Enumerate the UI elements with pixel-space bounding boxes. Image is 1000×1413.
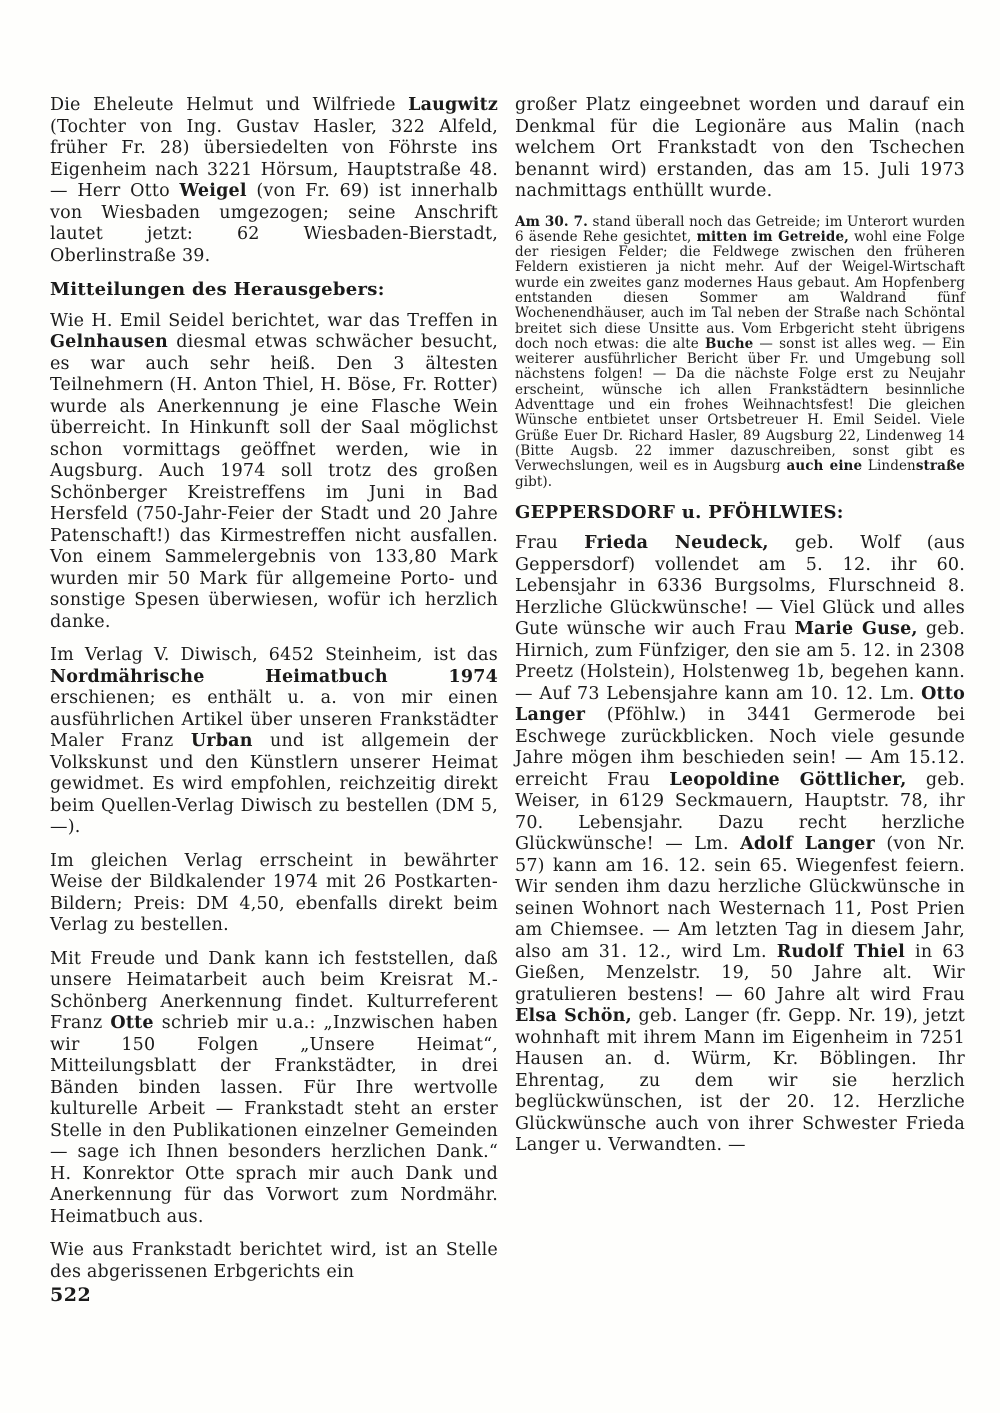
body-text: großer Platz eingeebnet worden und darauf ein Denkmal für die Legionäre aus Malin (nach welchem Ort Frankstadt von den Tschechen benannt wird) erstanden, das am 15. Juli 1973 nachmittags enthüllt wurde. — [515, 95, 965, 201]
bold-text: Nordmährische Heimatbuch 1974 — [50, 666, 498, 687]
bold-text: Otto Langer — [515, 683, 965, 726]
bold-text: straße — [915, 458, 965, 475]
bold-text: Laugwitz — [408, 95, 498, 115]
bold-text: Mitteilungen des Herausgebers — [50, 279, 378, 300]
body-text: geb. Wolf (aus Geppersdorf) vollendet am 5. 12. ihr 60. Lebensjahr in 6336 Burgsolms, Flurschneid 8. Herzliche Glückwünsche! — Viel Glück und alles Gute wünsche wir auch Frau — [515, 533, 966, 640]
body-text: diesmal etwas schwächer besucht, es war auch sehr heiß. Den 3 ältesten Teilnehmern (H. Anton Thiel, H. Böse, Fr. Rotter) wurde als Anerkennung je eine Flasche Wein überreicht. In Hinkunft soll der Saal möglichst schon vormittags geöffnet werden, wie in Augsburg. Auch 1974 soll trotz des großen Schönberger Kreistreffens im Juni in Bad Hersfeld (750-Jahr-Feier der Stadt und 20 Jahre Patenschaft!) das Kirmestreffen nicht ausfallen. Von einem Sammelergebnis von 133,80 Mark wurden mir 50 Mark für allgemeine Porto- und sonstige Spesen überwiesen, wofür ich herzlich danke. — [50, 332, 498, 632]
body-text: Wie aus Frankstadt berichtet wird, ist an Stelle des abgerissenen Erbgerichts ein — [50, 1240, 498, 1282]
section-heading — [515, 502, 965, 524]
body-text: (von Fr. 69) ist innerhalb von Wiesbaden umgezogen; seine Anschrift lautet jetzt: 62 Wiesbaden-Bierstadt, Oberlinstraße 39. — [50, 181, 498, 266]
body-text: : — [377, 279, 385, 300]
body-text: geb. Langer (fr. Gepp. Nr. 19), jetzt wohnhaft mit ihrem Mann im Eigenheim in 7251 Hausen an. d. Würm, Kr. Böblingen. Ihr Ehrentag, zu dem wir sie herzlich beglückwünschen, ist der 20. 12. Herzliche Glückwünsche auch von ihrer Schwester Frieda Langer u. Verwandten. — — [515, 1006, 965, 1156]
body-text: Frau — [515, 533, 585, 554]
body-text: stand überall noch das Getreide; im Unterort wurden 6 äsende Rehe gesichtet, — [515, 213, 965, 245]
body-text: in 63 Gießen, Menzelstr. 19, 50 Jahre alt. Wir gratulieren bestens! — 60 Jahre alt wird Frau — [515, 941, 965, 1005]
bold-text: mitten im Getreide, — [696, 228, 849, 245]
paragraph — [50, 851, 498, 937]
section-heading — [50, 279, 498, 301]
text-columns — [50, 95, 965, 1295]
body-text: Im Verlag V. Diwisch, 6452 Steinheim, ist das — [50, 645, 498, 665]
paragraph — [515, 215, 965, 490]
body-text: Linden — [862, 458, 916, 475]
bold-text: Adolf Langer — [740, 834, 875, 855]
body-text: erschienen; es enthält u. a. von mir einen ausführlichen Artikel über unseren Frankstädter Maler Franz — [50, 688, 498, 751]
left-column — [50, 95, 498, 1295]
body-text: Die Eheleute Helmut und Wilfriede — [50, 95, 409, 115]
page-number: 522 — [50, 1284, 92, 1306]
body-text: Im gleichen Verlag errscheint in bewährter Weise der Bildkalender 1974 mit 26 Postkarten-Bildern; Preis: DM 4,50, ebenfalls direkt beim Verlag zu bestellen. — [50, 850, 498, 935]
body-text: schrieb mir u.a.: „Inzwischen haben wir 150 Folgen „Unsere Heimat“, Mitteilungsblatt der Frankstädter, in drei Bänden binden lassen. Für Ihre wertvolle kulturelle Arbeit — Frankstadt steht an erster Stelle in den Publikationen einzelner Gemeinden — sage ich Ihnen besonders herzlichen Dank.“ H. Konrektor Otte sprach mir auch Dank und Anerkennung für das Vorwort zum Nordmähr. Heimatbuch aus. — [50, 1013, 498, 1227]
paragraph — [50, 645, 498, 839]
right-column — [515, 95, 965, 1295]
bold-text: Urban — [190, 731, 253, 751]
bold-text: Gelnhausen — [50, 332, 168, 352]
body-text: geb. Weiser, in 6129 Seckmauern, Hauptstr. 78, ihr 70. Lebensjahr. Dazu recht herzliche Glückwünsche! — Lm. — [515, 769, 965, 855]
paragraph — [515, 95, 965, 203]
paragraph — [50, 949, 498, 1229]
body-text: wohl eine Folge der riesigen Felder; die Feldwege zwischen den früheren Feldern existieren ja nicht mehr. Auf der Weigel-Wirtschaft wurde ein zweites ganz modernes Haus gebaut. Am Hopfenberg entstanden diesen Sommer am Waldrand fünf Wochenendhäuser, auch im Tal neben der Straße nach Schöntal breitet sich diese Unsitte aus. Vom Erbgericht steht übrigens doch noch etwas: die alte — [515, 228, 965, 352]
bold-text: GEPPERSDORF u. PFÖHLWIES: — [515, 501, 844, 523]
bold-text: Otte — [110, 1013, 154, 1033]
body-text: (Tochter von Ing. Gustav Hasler, 322 Alfeld, früher Fr. 28) übersiedelten von Föhrste ins Eigenheim nach 3221 Hörsum, Hauptstraße 48. — Herr Otto — [50, 116, 498, 201]
bold-text: Elsa Schön, — [515, 1006, 632, 1027]
paragraph — [50, 95, 498, 267]
bold-text: Frieda Neudeck, — [584, 533, 769, 554]
body-text: (Pföhlw.) in 3441 Germerode bei Eschwege zurückblicken. Noch viele gesunde Jahre mögen ihm beschieden sein! — Am 15.12. erreicht Frau — [515, 705, 965, 790]
paragraph — [515, 533, 965, 1157]
paragraph — [50, 1240, 498, 1283]
body-text: (von Nr. 57) kann am 16. 12. sein 65. Wiegenfest feiern. Wir senden ihm dazu herzliche Glückwünsche in seinen Wohnort nach Westernach 11, Post Prien am Chiemsee. — Am letzten Tag in diesem Jahr, also am 31. 12., wird Lm. — [515, 834, 966, 962]
bold-text: Leopoldine Göttlicher, — [669, 769, 907, 790]
paragraph — [50, 311, 498, 634]
bold-text: Rudolf Thiel — [776, 941, 906, 962]
bold-text: Am 30. 7. — [515, 213, 588, 230]
body-text: und ist allgemein der Volkskunst und den Künstlern unserer Heimat gewidmet. Es wird empfohlen, reichzeitig direkt beim Quellen-Verlag Diwisch zu bestellen (DM 5,—). — [50, 731, 498, 837]
body-text: Mit Freude und Dank kann ich feststellen, daß unsere Heimatarbeit auch beim Kreisrat M.-Schönberg Anerkennung findet. Kulturreferent Franz — [50, 948, 498, 1033]
body-text: gibt). — [515, 473, 553, 490]
body-text: geb. Hirnich, zum Fünfziger, den sie am 5. 12. in 2308 Preetz (Holstein), Holstenweg 1b, begehen kann. — Auf 73 Lebensjahre kann am 10. 12. Lm. — [515, 619, 965, 704]
body-text: — sonst ist alles weg. — Ein weiterer ausführlicher Bericht über Fr. und Umgebung soll nächstens folgen! — Da die nächste Folge erst zu Neujahr erscheint, wünsche ich allen Frankstädtern besinnliche Adventtage und ein frohes Weihnachtsfest! Die gleichen Wünsche entbietet unser Ortsbetreuer H. Emil Seidel. Viele Grüße Euer Dr. Richard Hasler, 89 Augsburg 22, Lindenweg 14 (Bitte Augsb. 22 immer dazuschreiben, sonst gibt es Verwechslungen, weil es in Augsburg — [515, 335, 965, 475]
bold-text: Marie Guse, — [794, 619, 918, 640]
bold-text: Weigel — [179, 181, 247, 201]
bold-text: Buche — [704, 335, 754, 352]
bold-text: auch eine — [786, 458, 863, 475]
body-text: Wie H. Emil Seidel berichtet, war das Treffen in — [50, 310, 498, 331]
